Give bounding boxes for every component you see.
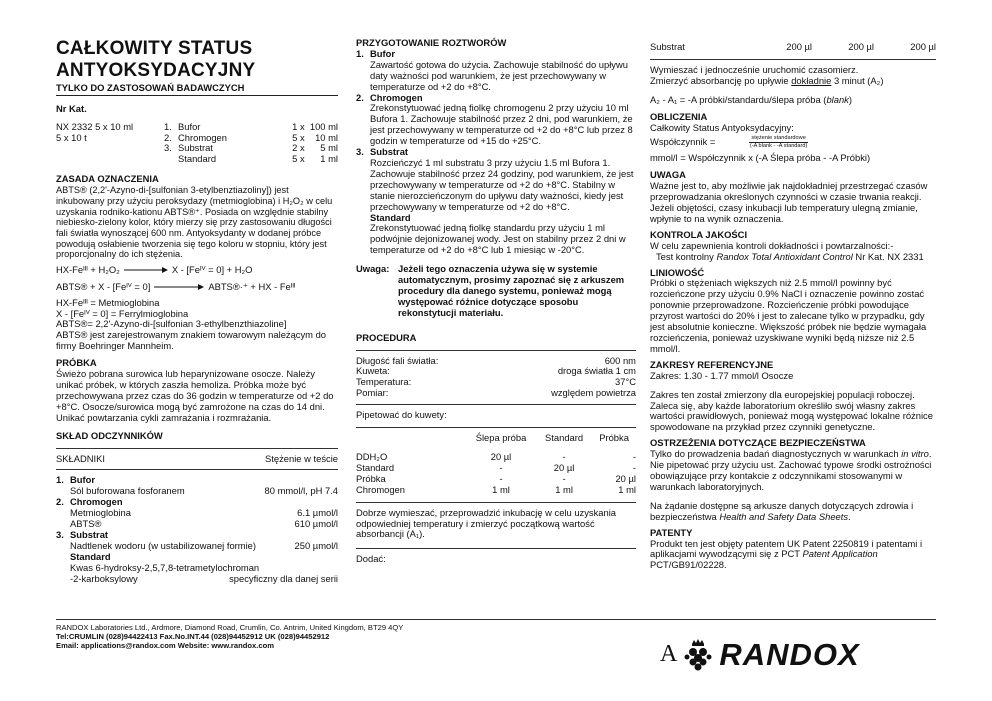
pipette-table-body — [356, 452, 636, 496]
catalog-item — [164, 154, 338, 165]
footer-email: Email: applications@randox.com Website: www.randox.com — [56, 641, 274, 651]
mix2-text: Wymieszać i jednocześnie uruchomić czasomierz. — [650, 63, 859, 75]
fraction-numerator: stężenie standardowe — [751, 135, 806, 142]
divider — [56, 469, 338, 470]
ref-text: Zakres ten został zmierzony dla europejskiej populacji roboczej. Zaleca się, aby każde laboratorium określiło swój własny zakres wartości prawidłowych, ponieważ mogą występować lokalne różnice spowodowane na przykład przez czynniki genetyczne. — [650, 388, 933, 433]
warning-block — [356, 264, 636, 319]
catalog-item-number: 2. — [164, 131, 172, 143]
divider — [650, 59, 936, 60]
definition-line: HX-Feᴵᴵᴵ = Metmioglobina — [56, 296, 160, 308]
table-header-cell: Próbka — [599, 432, 629, 444]
table-row — [356, 485, 636, 496]
composition-number: 3. — [56, 528, 64, 540]
prep-item-number: 2. — [356, 91, 364, 103]
composition-number: 2. — [56, 496, 64, 508]
composition-label: Metmioglobina — [70, 507, 131, 519]
footer-phone: Tel:CRUMLIN (028)94422413 Fax.No.INT.44 (028)94452912 UK (028)94452912 — [56, 632, 330, 642]
warning-label: Uwaga: — [356, 263, 390, 275]
ref-heading: ZAKRESY REFERENCYJNE — [650, 358, 774, 370]
difference-text — [650, 95, 936, 106]
divider — [356, 350, 636, 351]
measure-text — [650, 76, 936, 87]
table-header-cell: Standard — [545, 432, 584, 444]
table-cell: Chromogen — [356, 483, 405, 495]
catalog-item-name: Bufor — [178, 120, 201, 132]
footer-address: RANDOX Laboratories Ltd., Ardmore, Diamond Road, Crumlin, Co. Antrim, United Kingdom, BT29 4QY — [56, 623, 404, 632]
fraction-denominator: (-A blank - -A standard) — [749, 142, 808, 149]
catalog-item-qty: 2 x 5 ml — [292, 142, 338, 154]
qc-text: W celu zapewnienia kontroli dokładności i powtarzalności:- — [650, 239, 894, 251]
composition-header — [56, 454, 338, 465]
measure-pre: Zmierzyć absorbancję po upływie — [650, 74, 792, 86]
qc-post: Nr Kat. NX 2331 — [852, 250, 924, 262]
param-value: droga światła 1 cm — [557, 365, 636, 377]
sheets-text — [650, 501, 936, 523]
pipette-table-header — [356, 433, 636, 444]
table-cell: Standard — [356, 461, 395, 473]
footer — [56, 623, 636, 650]
prep-item-number — [356, 213, 370, 224]
composition-value: 610 µmol/l — [294, 518, 338, 530]
sample-heading: PRÓBKA — [56, 357, 97, 369]
composition-row — [56, 574, 338, 585]
catalog-item-qty: 5 x 1 ml — [292, 153, 338, 165]
column-right — [650, 38, 936, 571]
calc-heading: OBLICZENIA — [650, 110, 708, 122]
principle-heading: ZASADA OZNACZENIA — [56, 173, 159, 185]
composition-label: Kwas 6-hydroksy-2,5,7,8-tetrametylochroman — [70, 561, 260, 573]
mix-text: Dobrze wymieszać, przeprowadzić inkubację w celu uzyskania odpowiedniej temperatury i zmierzyć początkową wartość absorbancji (A₁). — [356, 506, 617, 540]
mmol-formula: mmol/l = Współczynnik x (-A Ślepa próba - -A Próbki) — [650, 152, 871, 164]
substrat-values — [750, 42, 936, 53]
catalog-item-name: Standard — [178, 153, 217, 165]
composition-label: Standard — [70, 550, 111, 562]
lin-text: Próbki o stężeniach większych niż 2.5 mmol/l powinny być rozcieńczone przy użyciu 0.9% NaCl i oznaczenie powinno zostać ponownie przeprowadzone. Rozcieńczenie próbki powodujące przyrost wartości do 20% i jest to zalecane tylko w przypadku, gdy jest absolutnie konieczne. Większość próbek nie będzie wymagała rozcieńczenia, ponieważ uzyskiwane wyniki będą niższe niż 2.5 mmol/l. — [650, 277, 927, 354]
param-label: Kuweta: — [356, 365, 390, 377]
divider — [356, 427, 636, 428]
table-cell: - — [499, 472, 503, 484]
eq1-right: X - [Feᴵⱽ = 0] + H₂O — [171, 263, 253, 275]
substrat-value: 200 µl — [786, 41, 812, 52]
substrat-value: 200 µl — [910, 41, 936, 52]
catalog-code-line1: NX 2332 5 x 10 ml — [56, 120, 134, 132]
substrat-value: 200 µl — [848, 41, 874, 52]
catalog-item-qty: 5 x 10 ml — [292, 131, 338, 143]
definition-line: ABTS® jest zarejestrowanym znakiem towarowym należącym do firmy Boehringer Mannheim. — [56, 329, 327, 352]
composition-label: Chromogen — [70, 496, 123, 508]
table-row — [356, 463, 636, 474]
sheets-pre: Na żądanie dostępne są arkusze danych dotyczących zdrowia i bezpieczeństwa — [650, 499, 914, 522]
procedure-param — [356, 388, 636, 399]
eq2-right: ABTS®·⁺ + HX - Feᴵᴵᴵ — [208, 280, 296, 292]
prep-item — [356, 93, 636, 148]
eq2-left: ABTS® + X - [Feᴵⱽ = 0] — [56, 280, 151, 292]
composition-number — [56, 552, 70, 563]
measure-post: 3 minut (A₂) — [831, 74, 884, 86]
table-cell: Próbka — [356, 472, 386, 484]
catalog-item-number — [164, 154, 178, 165]
royal-crest-icon — [683, 638, 713, 672]
param-value: 37°C — [615, 376, 636, 388]
column-left — [56, 38, 338, 585]
qc-pre: Test kontrolny — [656, 250, 717, 262]
prep-item-text: Zrekonstytuować jedną fiolkę standardu przy użyciu 1 ml podwójnie dejonizowanej wody. Jest on stabilny przez 2 dni w temperaturze od +2 do +8°C lub 1 miesiąc w -20°C. — [370, 222, 626, 256]
prep-item-name: Standard — [370, 211, 411, 223]
diff-italic: blank — [826, 93, 849, 105]
composition-value: 80 mmol/l, pH 7.4 — [264, 485, 338, 497]
warning-text: Jeżeli tego oznaczenia używa się w systemie automatycznym, prosimy zapoznać się z arkuszem procedury dla danego systemu, ponieważ mogą występować różnice dotyczące sposobu rekonstytucji materiału. — [398, 263, 625, 318]
composition-label: Nadtlenek wodoru (w ustabilizowanej formie) — [70, 539, 257, 551]
catalog-code-line2: 5 x 10 t — [56, 131, 87, 143]
equation-1 — [56, 265, 338, 276]
measure-underline: dokładnie — [791, 74, 832, 86]
param-label: Pomiar: — [356, 387, 389, 399]
qc-italic: Randox Total Antioxidant Control — [716, 250, 853, 262]
composition-row — [56, 563, 338, 574]
principle-text: ABTS® (2,2'-Azyno-di-[sulfonian 3-etylbenztiazoliny]) jest inkubowany przy użyciu peroksydazy (metmioglobina) i H₂O₂ w celu uzyskania rodniko-kationu ABTS®⁺. Posiada on względnie stabilny niebiesko-zielony kolor, który mierzy się przy zastosowaniu długości fali światła wynoszącej 600 nm. Antyoksydanty w dodanej próbce powodują osłabienie tworzenia się tego koloru w stopniu, który jest proporcjonalny do ich stężenia. — [56, 185, 333, 260]
patent-heading: PATENTY — [650, 526, 693, 538]
table-cell: - — [499, 461, 503, 473]
composition-col2: Stężenie w teście — [265, 452, 338, 464]
table-cell: 20 µl — [553, 461, 575, 473]
catalog-item — [164, 122, 338, 133]
definitions — [56, 298, 338, 353]
safety-italic: in vitro — [901, 448, 929, 460]
note-heading: UWAGA — [650, 169, 686, 181]
param-value: 600 nm — [604, 354, 636, 366]
prep-item-name: Chromogen — [370, 91, 423, 103]
footer-divider — [56, 619, 936, 620]
diff-post: ) — [848, 93, 852, 105]
qc-heading: KONTROLA JAKOŚCI — [650, 228, 748, 240]
prep-heading: PRZYGOTOWANIE ROZTWORÓW — [356, 37, 507, 48]
catalog-item-name: Chromogen — [178, 131, 227, 143]
catalog-item-number: 3. — [164, 142, 172, 154]
catalog-item-name: Substrat — [178, 142, 213, 154]
safety-text — [650, 449, 936, 493]
factor-fraction — [749, 135, 807, 149]
definition-line: ABTS®= 2,2'-Azyno-di-[sulfonian 3-ethylbenzthiazoline] — [56, 318, 287, 330]
procedure-heading: PROCEDURA — [356, 331, 417, 343]
table-cell: - — [562, 451, 566, 462]
composition-label: -2-karboksylowy — [70, 572, 138, 584]
prep-item — [356, 213, 636, 257]
definition-line: X - [Feᴵⱽ = 0] = Ferrylmioglobina — [56, 307, 189, 319]
table-cell: 20 µl — [490, 451, 512, 462]
table-cell: 1 ml — [555, 483, 573, 495]
factor-formula — [650, 135, 936, 149]
prep-item-number: 3. — [356, 146, 364, 158]
patent-post: PCT/GB91/02228. — [650, 559, 727, 571]
safety-post: . Nie pipetować przy użyciu ust. Zachować typowe środki ostrożności obowiązujące przy kontakcie z odczynnikami stosowanymi w warunkach laboratoryjnych. — [650, 448, 932, 492]
ref-range: Zakres: 1.30 - 1.77 mmol/l Osocze — [650, 369, 794, 381]
table-cell: 1 ml — [618, 483, 636, 495]
composition-heading: SKŁAD ODCZYNNIKÓW — [56, 429, 163, 441]
table-row — [356, 452, 636, 463]
composition-rows — [56, 475, 338, 584]
equation-2 — [56, 282, 338, 293]
table-header-cell: Ślepa próba — [475, 432, 527, 444]
composition-value: 6.1 µmol/l — [297, 507, 338, 519]
eq1-left: HX-Feᴵᴵᴵ + H₂O₂ — [56, 263, 120, 275]
composition-col1: SKŁADNIKI — [56, 452, 105, 464]
catalog-items — [164, 122, 338, 166]
prep-item-text: Zawartość gotowa do użycia. Zachowuje stabilność do upływu daty ważności pod warunkiem, że jest przechowywany w temperaturze od +2 do +8°C. — [370, 58, 628, 92]
catalog-item-qty: 1 x 100 ml — [292, 120, 338, 132]
prep-item-text: Rozcieńczyć 1 ml substratu 3 przy użyciu 1.5 ml Bufora 1. Zachowuje stabilność przez 24 godziny, pod warunkiem, że jest przechowywany w temperaturze od +2 do +8°C. Stabilny w stanie nierozcieńczonym do upływu daty ważności, kiedy jest przechowywany w temperaturze od +2 do +8°C. — [370, 156, 634, 212]
patent-text — [650, 539, 936, 572]
safety-heading: OSTRZEŻENIA DOTYCZĄCE BEZPIECZEŃSTWA — [650, 437, 866, 449]
procedure-params — [356, 356, 636, 400]
substrat-row — [650, 42, 936, 53]
composition-label: ABTS® — [70, 518, 102, 530]
table-cell: - — [632, 461, 636, 473]
prep-item — [356, 49, 636, 93]
table-cell: - — [562, 472, 566, 484]
prep-item — [356, 147, 636, 212]
divider — [356, 502, 636, 503]
composition-number — [56, 563, 70, 574]
param-label: Długość fali światła: — [356, 354, 439, 366]
sheets-post: . — [848, 510, 851, 522]
table-cell: 20 µl — [615, 472, 636, 484]
divider — [356, 404, 636, 405]
substrat-label: Substrat — [650, 41, 685, 52]
composition-number — [56, 541, 70, 552]
reaction-arrow-icon — [124, 266, 168, 274]
qc-control — [650, 252, 936, 263]
doc-title-line1: CAŁKOWITY STATUS — [56, 38, 253, 59]
factor-label: Współczynnik = — [650, 135, 716, 147]
lin-heading: LINIOWOŚĆ — [650, 266, 705, 278]
composition-number — [56, 508, 70, 519]
patent-pre: Produkt ten jest objęty patentem UK Patent 2250819 i patentami i aplikacjami wywodzącymi się z PCT — [650, 537, 923, 560]
logo-letter: A — [660, 641, 678, 668]
column-middle — [356, 38, 636, 565]
note-text: Ważne jest to, aby możliwie jak najdokładniej przestrzegać czasów przeprowadzania określonych czynności w czasie trwania reakcji. Jeżeli objętości, czasy inkubacji lub temperatury ulegną zmianie, wpłynie to na wynik oznaczenia. — [650, 180, 928, 224]
safety-pre: Tylko do prowadzenia badań diagnostycznych w warunkach — [650, 448, 902, 460]
composition-value: 250 µmol/l — [294, 539, 338, 551]
add-label: Dodać: — [356, 553, 386, 565]
prep-item-number: 1. — [356, 47, 364, 59]
composition-label: Bufor — [70, 474, 95, 486]
param-value: względem powietrza — [551, 387, 636, 399]
calc-text: Całkowity Status Antyoksydacyjny: — [650, 121, 794, 133]
composition-label: Substrat — [70, 528, 109, 540]
pipette-table — [356, 433, 636, 496]
table-cell: - — [632, 451, 636, 462]
table-header-cell — [356, 433, 466, 444]
catalog-block — [56, 122, 338, 166]
catalog-heading: Nr Kat. — [56, 102, 87, 114]
logo-wordmark: RANDOX — [719, 637, 860, 673]
table-cell: 1 ml — [492, 483, 510, 495]
catalog-item-number: 1. — [164, 120, 172, 132]
randox-logo — [660, 636, 860, 674]
divider — [56, 448, 338, 449]
reaction-arrow-icon — [154, 283, 204, 291]
sheets-italic: Health and Safety Data Sheets — [719, 510, 849, 522]
diff-pre: A₂ - A₁ = -A próbki/standardu/ślepa próba ( — [650, 93, 827, 105]
prep-items — [356, 49, 636, 256]
prep-item-text: Zrekonstytuować jedną fiolkę chromogenu 2 przy użyciu 10 ml Bufora 1. Zachowuje stabilność przez 2 dni, pod warunkiem, że jest przechowywany w temperaturze od +2 do +8°C lub przez 8 godzin w temperaturze od +15 do +25°C. — [370, 102, 633, 147]
composition-label: Sól buforowana fosforanem — [70, 485, 185, 497]
patent-italic: Patent Application — [802, 548, 878, 560]
prep-item-name: Bufor — [370, 47, 395, 59]
composition-number — [56, 574, 70, 585]
doc-title-line2: ANTYOKSYDACYJNY — [56, 60, 256, 82]
table-cell: DDH₂O — [356, 451, 388, 462]
doc-subtitle: TYLKO DO ZASTOSOWAŃ BADAWCZYCH — [56, 83, 338, 96]
divider — [356, 548, 636, 549]
composition-value: specyficzny dla danej serii — [229, 572, 338, 584]
param-label: Temperatura: — [356, 376, 412, 388]
prep-item-name: Substrat — [370, 146, 409, 158]
sample-text: Świeżo pobrana surowica lub heparynizowane osocze. Należy unikać próbek, w których zaszła hemoliza. Próbka może być przechowywana przez czas do 36 godzin w temperaturze od +2 do +8°C. Osocze/surowica mogą być zamrożone na czas do 14 dni. Unikać powtarzania cykli zamrażania i rozmrażania. — [56, 368, 334, 423]
composition-number: 1. — [56, 474, 64, 486]
pipette-text: Pipetować do kuwety: — [356, 409, 447, 421]
